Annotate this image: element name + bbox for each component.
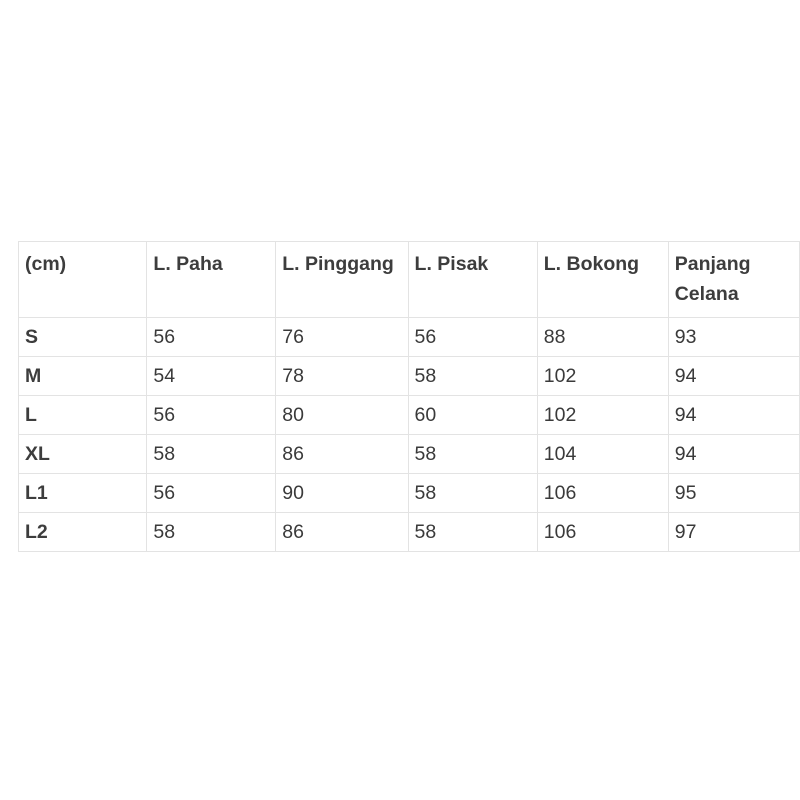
table-row bbox=[19, 474, 800, 513]
table-cell: 58 bbox=[147, 513, 276, 552]
header-l-pinggang: L. Pinggang bbox=[276, 242, 408, 318]
table-row bbox=[19, 318, 800, 357]
header-panjang-celana: Panjang Celana bbox=[668, 242, 799, 318]
table-cell: 60 bbox=[408, 396, 537, 435]
table-cell: 56 bbox=[147, 396, 276, 435]
table-row bbox=[19, 357, 800, 396]
table-cell: 86 bbox=[276, 435, 408, 474]
table-cell: 58 bbox=[147, 435, 276, 474]
size-cell: XL bbox=[19, 435, 147, 474]
table-cell: 56 bbox=[147, 318, 276, 357]
table-row bbox=[19, 435, 800, 474]
table-cell: 90 bbox=[276, 474, 408, 513]
table-cell: 94 bbox=[668, 357, 799, 396]
table-cell: 104 bbox=[537, 435, 668, 474]
table-cell: 76 bbox=[276, 318, 408, 357]
table-cell: 97 bbox=[668, 513, 799, 552]
table-cell: 58 bbox=[408, 357, 537, 396]
size-cell: M bbox=[19, 357, 147, 396]
header-unit: (cm) bbox=[19, 242, 147, 318]
table-cell: 80 bbox=[276, 396, 408, 435]
table-row bbox=[19, 513, 800, 552]
table-cell: 94 bbox=[668, 396, 799, 435]
size-chart-table bbox=[18, 241, 800, 552]
table-cell: 86 bbox=[276, 513, 408, 552]
size-cell: L bbox=[19, 396, 147, 435]
table-cell: 102 bbox=[537, 357, 668, 396]
table-cell: 94 bbox=[668, 435, 799, 474]
size-cell: L1 bbox=[19, 474, 147, 513]
table-cell: 78 bbox=[276, 357, 408, 396]
table-cell: 56 bbox=[408, 318, 537, 357]
table-cell: 106 bbox=[537, 513, 668, 552]
table-cell: 58 bbox=[408, 474, 537, 513]
table-cell: 58 bbox=[408, 513, 537, 552]
table-row bbox=[19, 396, 800, 435]
table-cell: 106 bbox=[537, 474, 668, 513]
table-cell: 58 bbox=[408, 435, 537, 474]
header-l-pisak: L. Pisak bbox=[408, 242, 537, 318]
table-cell: 56 bbox=[147, 474, 276, 513]
header-l-bokong: L. Bokong bbox=[537, 242, 668, 318]
table-cell: 95 bbox=[668, 474, 799, 513]
table-header-row bbox=[19, 242, 800, 318]
header-l-paha: L. Paha bbox=[147, 242, 276, 318]
size-cell: L2 bbox=[19, 513, 147, 552]
table-cell: 102 bbox=[537, 396, 668, 435]
table-cell: 54 bbox=[147, 357, 276, 396]
size-cell: S bbox=[19, 318, 147, 357]
table-cell: 93 bbox=[668, 318, 799, 357]
table-cell: 88 bbox=[537, 318, 668, 357]
